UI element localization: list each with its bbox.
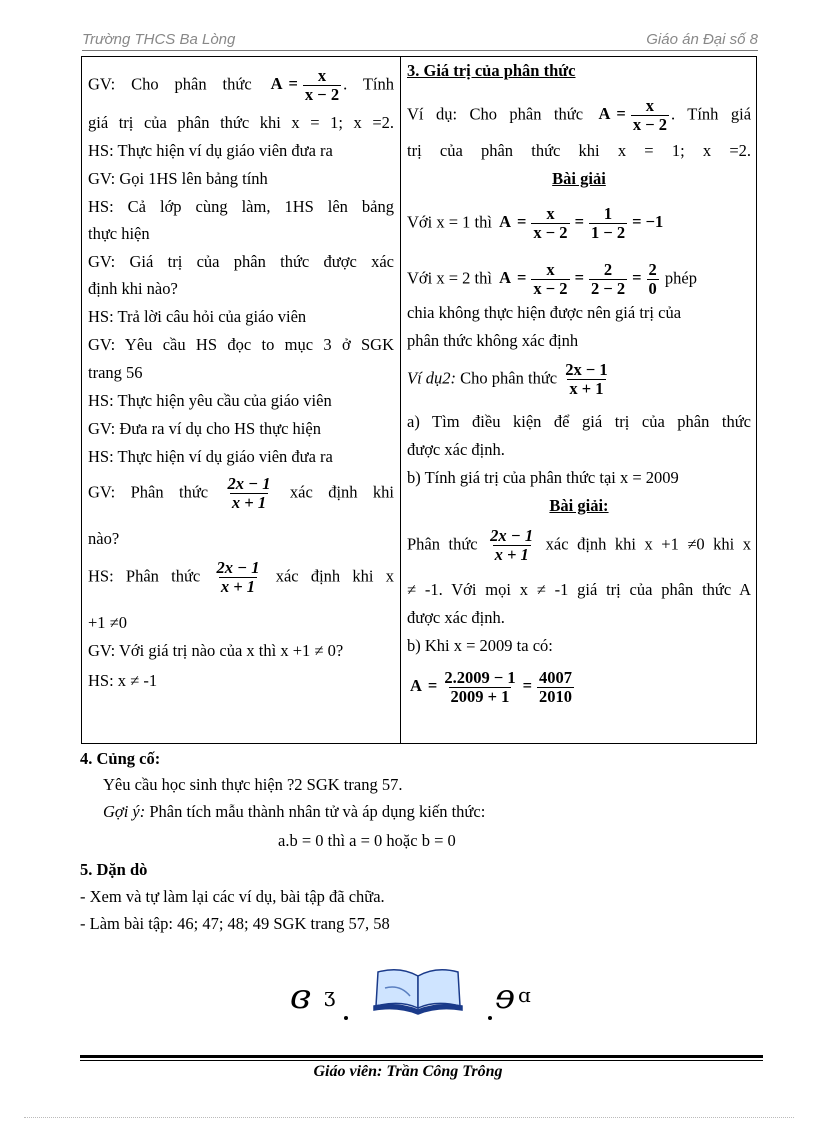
activity-line: GV: Giá trị của phân thức được xác bbox=[88, 252, 394, 271]
homework-line: - Làm bài tập: 46; 47; 48; 49 SGK trang 57, 58 bbox=[80, 914, 390, 933]
fraction-1-over-1-minus-2: $\frac{1}{1 - 2}$ bbox=[590, 204, 626, 242]
solution-heading: Bài giải bbox=[552, 169, 606, 188]
svg-text:ɑ: ɑ bbox=[518, 983, 531, 1007]
fraction-2-over-0: $\frac{2}{0}$ bbox=[648, 260, 657, 298]
content-line: được xác định. bbox=[407, 440, 505, 459]
svg-text:ɘ: ɘ bbox=[495, 977, 516, 1017]
fraction-2x-minus-1-over-x-plus-1: $\frac{2x - 1}{x + 1}$ bbox=[490, 526, 534, 564]
subject-title: Giáo án Đại số 8 bbox=[646, 31, 758, 48]
content-line: b) Tính giá trị của phân thức tại x = 2009 bbox=[407, 468, 679, 487]
column-divider bbox=[400, 57, 401, 743]
homework-title: 5. Dặn dò bbox=[80, 860, 148, 879]
fraction-2x-minus-1-over-x-plus-1: $\frac{2x - 1}{x + 1}$ bbox=[227, 474, 271, 512]
footer-rule bbox=[80, 1055, 763, 1058]
activity-line: GV: Đưa ra ví dụ cho HS thực hiện bbox=[88, 419, 321, 438]
activity-line: GV: Phân thức $\frac{2x - 1}{x + 1}$ xác định khi bbox=[88, 474, 395, 512]
content-line: được xác định. bbox=[407, 608, 505, 627]
activity-line: HS: Thực hiện yêu cầu của giáo viên bbox=[88, 391, 332, 410]
activity-line: HS: x ≠ -1 bbox=[88, 671, 158, 690]
svg-text:ɞ: ɞ bbox=[290, 977, 311, 1017]
activity-line: GV: Với giá trị nào của x thì x +1 ≠ 0? bbox=[88, 641, 344, 660]
activity-line: HS: Trả lời câu hỏi của giáo viên bbox=[88, 307, 307, 326]
fraction-2009-expression: $\frac{2.2009 - 1}{2009 + 1}$ bbox=[444, 668, 516, 706]
content-line: Với x = 1 thì A = $\frac{x}{x - 2}$ = $\frac{1}{1 - 2}$ = −1 bbox=[407, 204, 664, 242]
teacher-signature: Giáo viên: Trần Công Trông bbox=[313, 1063, 503, 1080]
school-name: Trường THCS Ba Lòng bbox=[82, 31, 236, 48]
solution-heading: Bài giải: bbox=[549, 496, 609, 515]
activity-line: HS: Phân thức $\frac{2x - 1}{x + 1}$ xác định khi x bbox=[88, 558, 394, 596]
content-line: ≠ -1. Với mọi x ≠ -1 giá trị của phân thức A bbox=[407, 580, 751, 599]
fraction-2x-minus-1-over-x-plus-1: $\frac{2x - 1}{x + 1}$ bbox=[565, 360, 608, 398]
activity-line: GV: Gọi 1HS lên bảng tính bbox=[88, 169, 268, 188]
consolidate-rule: a.b = 0 thì a = 0 hoặc b = 0 bbox=[278, 831, 456, 850]
fraction-4007-over-2010: $\frac{4007}{2010}$ bbox=[539, 668, 573, 706]
activities-column bbox=[88, 57, 394, 743]
content-line: Với x = 2 thì A = $\frac{x}{x - 2}$ = $\frac{2}{2 - 2}$ = $\frac{2}{0}$ phép bbox=[407, 260, 697, 298]
header-divider bbox=[82, 50, 758, 51]
activity-line: giá trị của phân thức khi x = 1; x =2. bbox=[88, 113, 394, 132]
content-line: trị của phân thức khi x = 1; x =2. bbox=[407, 141, 751, 160]
content-line: a) Tìm điều kiện để giá trị của phân thức bbox=[407, 412, 751, 431]
fraction-x-over-x-minus-2: $\frac{x}{x - 2}$ bbox=[632, 96, 667, 134]
content-line: b) Khi x = 2009 ta có: bbox=[407, 636, 553, 655]
fraction-2x-minus-1-over-x-plus-1: $\frac{2x - 1}{x + 1}$ bbox=[216, 558, 260, 596]
activity-line: trang 56 bbox=[88, 363, 143, 382]
consolidate-title: 4. Củng cố: bbox=[80, 749, 161, 768]
page-header bbox=[82, 31, 758, 51]
content-line: chia không thực hiện được nên giá trị của bbox=[407, 303, 682, 322]
activity-line: GV: Cho phân thức A = $\frac{x}{x - 2}$ . Tính bbox=[88, 66, 394, 104]
consolidate-line: Yêu cầu học sinh thực hiện ?2 SGK trang 57. bbox=[103, 775, 403, 794]
fraction-x-over-x-minus-2: $\frac{x}{x - 2}$ bbox=[304, 66, 340, 104]
activity-line: HS: Cả lớp cùng làm, 1HS lên bảng bbox=[88, 197, 394, 216]
consolidate-hint: Gợi ý: Phân tích mẫu thành nhân tử và áp dụng kiến thức: bbox=[103, 802, 486, 821]
content-line: phân thức không xác định bbox=[407, 331, 579, 350]
activity-line: định khi nào? bbox=[88, 279, 178, 298]
svg-text:ʒ: ʒ bbox=[324, 983, 336, 1007]
activity-line: +1 ≠0 bbox=[88, 613, 127, 632]
activity-line: nào? bbox=[88, 529, 120, 548]
activity-line: GV: Yêu cầu HS đọc to mục 3 ở SGK bbox=[88, 335, 394, 354]
content-line: Phân thức $\frac{2x - 1}{x + 1}$ xác định khi x +1 ≠0 khi x bbox=[407, 526, 752, 564]
activity-line: HS: Thực hiện ví dụ giáo viên đưa ra bbox=[88, 447, 333, 466]
content-line: Ví dụ: Cho phân thức A = $\frac{x}{x - 2}$ . Tính giá bbox=[407, 96, 752, 134]
homework-line: - Xem và tự làm lại các ví dụ, bài tập đã chữa. bbox=[80, 887, 385, 906]
footer-rule bbox=[80, 1060, 763, 1061]
content-line: A = $\frac{2.2009 - 1}{2009 + 1}$ = $\frac{4007}{2010}$ bbox=[410, 668, 573, 706]
section-title: 3. Giá trị của phân thức bbox=[407, 61, 576, 80]
content-column bbox=[407, 57, 751, 743]
activity-line: HS: Thực hiện ví dụ giáo viên đưa ra bbox=[88, 141, 333, 160]
fraction-2-over-2-minus-2: $\frac{2}{2 - 2}$ bbox=[590, 260, 626, 298]
activity-line: thực hiện bbox=[88, 224, 150, 243]
page-bottom-border bbox=[24, 1117, 794, 1118]
lesson-table bbox=[81, 56, 757, 744]
content-line: Ví dụ2: Cho phân thức $\frac{2x - 1}{x + 1}$ bbox=[407, 360, 608, 398]
book-ornament-icon bbox=[290, 962, 550, 1022]
